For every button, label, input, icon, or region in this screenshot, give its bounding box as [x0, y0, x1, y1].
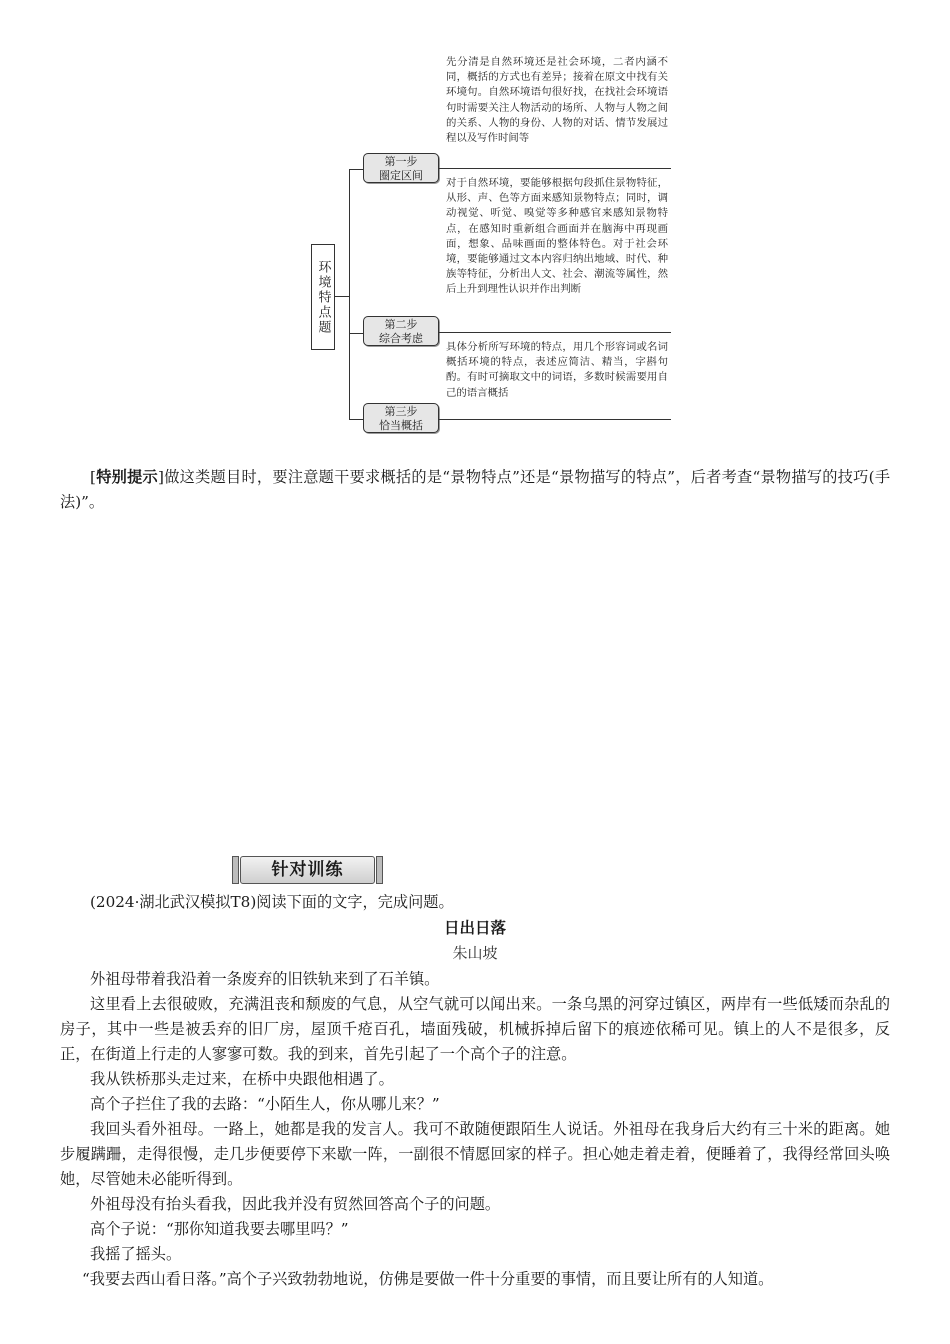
- step-2-title: 第二步: [384, 318, 418, 331]
- connector-step1: [349, 169, 363, 170]
- step-3-title: 第三步: [384, 405, 418, 418]
- step-3-subtitle: 恰当概括: [379, 419, 423, 432]
- connector-step3: [349, 419, 363, 420]
- article-paragraph: 我回头看外祖母。一路上，她都是我的发言人。我可不敢随便跟陌生人说话。外祖母在我身后大约有三十米的距离。她步履蹒跚，走得很慢，走几步便要停下来歇一阵，一副很不情愿回家的样子。担心她走着走着，便睡着了，我得经常回头唤她，尽管她未必能听得到。: [60, 1120, 890, 1188]
- step-2-underline: [439, 332, 671, 333]
- special-tip: [特别提示]做这类题目时，要注意题干要求概括的是“景物特点”还是“景物描写的特点”，后者考查“景物描写的技巧(手法)”。: [60, 468, 891, 511]
- connector-step2: [349, 333, 363, 334]
- special-tip-label: 特别提示: [95, 468, 158, 486]
- question-source: (2024·湖北武汉模拟T8)阅读下面的文字，完成问题。: [90, 893, 454, 911]
- connector-trunk: [349, 169, 350, 419]
- practice-banner-label: 针对训练: [271, 860, 344, 880]
- mindmap-root: [311, 244, 335, 350]
- article-body: [60, 967, 890, 1292]
- article-paragraph: “我要去西山看日落。”高个子兴致勃勃地说，仿佛是要做一件十分重要的事情，而且要让所有的人知道。: [82, 1270, 774, 1288]
- article-paragraph: 外祖母没有抬头看我，因此我并没有贸然回答高个子的问题。: [90, 1195, 501, 1213]
- step-1-title: 第一步: [384, 155, 418, 168]
- step-box-1: [363, 153, 439, 183]
- practice-banner: [240, 856, 375, 884]
- step-1-underline: [439, 168, 671, 169]
- mindmap-root-label: 环境特点题: [315, 259, 331, 335]
- article-author: 朱山坡: [452, 944, 498, 962]
- step-box-3: [363, 403, 439, 433]
- article-paragraph: 我摇了摇头。: [90, 1245, 182, 1263]
- article-paragraph: 高个子拦住了我的去路：“小陌生人，你从哪儿来？”: [90, 1095, 440, 1113]
- step-1-subtitle: 圈定区间: [379, 169, 423, 182]
- step-1-description: 先分清是自然环境还是社会环境，二者内涵不同，概括的方式也有差异；接着在原文中找有关环境句。自然环境语句很好找，在找社会环境语句时需要关注人物活动的场所、人物与人物之间的关系、人物的身份、人物的对话、情节发展过程以及写作时间等: [446, 56, 668, 145]
- step-3-description: 具体分析所写环境的特点，用几个形容词或名词概括环境的特点，表述应简洁、精当，字斟句酌。有时可摘取文中的词语，多数时候需要用自己的语言概括: [446, 341, 668, 399]
- article-paragraph: 高个子说：“那你知道我要去哪里吗？”: [90, 1220, 349, 1238]
- article-paragraph: 这里看上去很破败，充满沮丧和颓废的气息，从空气就可以闻出来。一条乌黑的河穿过镇区，两岸有一些低矮而杂乱的房子，其中一些是被丢弃的旧厂房，屋顶千疮百孔，墙面残破，机械拆掉后留下的痕迹依稀可见。镇上的人不是很多，反正，在街道上行走的人寥寥可数。我的到来，首先引起了一个高个子的注意。: [60, 995, 890, 1063]
- article-paragraph: 外祖母带着我沿着一条废弃的旧铁轨来到了石羊镇。: [90, 970, 440, 988]
- step-2-description: 对于自然环境，要能够根据句段抓住景物特征，从形、声、色等方面来感知景物特点；同时，调动视觉、听觉、嗅觉等多种感官来感知景物特点，在感知时重新组合画面并在脑海中再现画面，想象、品味画面的整体特色。对于社会环境，要能够通过文本内容归纳出地域、时代、种族等特征，分析出人文、社会、潮流等属性，然后上升到理性认识并作出判断: [446, 177, 668, 296]
- step-2-subtitle: 综合考虑: [379, 332, 423, 345]
- step-3-underline: [439, 419, 671, 420]
- article-title: 日出日落: [443, 919, 506, 937]
- special-tip-text: 做这类题目时，要注意题干要求概括的是“景物特点”还是“景物描写的特点”，后者考查“景物描写的技巧(手法)”。: [60, 468, 891, 511]
- connector-root: [334, 296, 350, 297]
- step-box-2: [363, 316, 439, 346]
- article-paragraph: 我从铁桥那头走过来，在桥中央跟他相遇了。: [90, 1070, 394, 1088]
